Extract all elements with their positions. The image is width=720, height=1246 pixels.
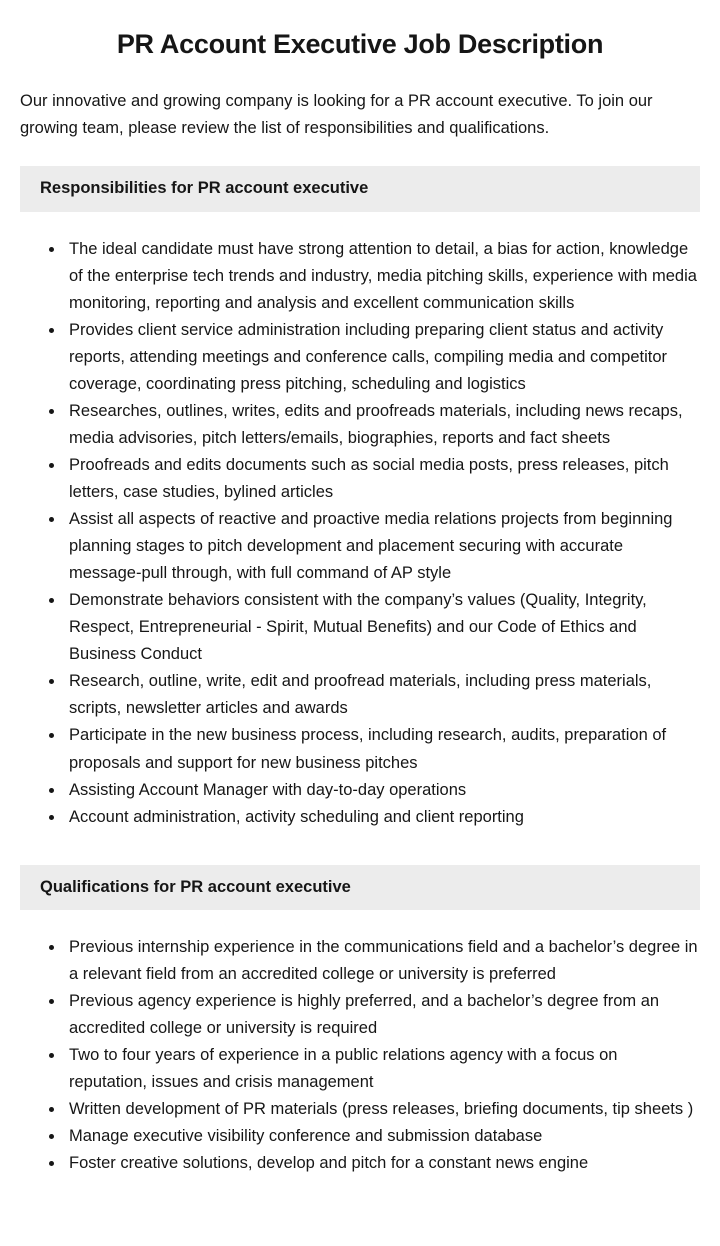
section-heading-responsibilities: Responsibilities for PR account executive <box>20 166 700 211</box>
list-item: • Demonstrate behaviors consistent with the company’s values (Quality, Integrity, Respect, Entrepreneurial - Spirit, Mutual Benefits) and our Code of Ethics and Business Conduct <box>65 587 700 668</box>
list-item: • The ideal candidate must have strong attention to detail, a bias for action, knowledge of the enterprise tech trends and industry, media pitching skills, experience with media monitoring, reporting and analysis and excellent communication skills <box>65 236 700 317</box>
list-item: • Proofreads and edits documents such as social media posts, press releases, pitch letters, case studies, bylined articles <box>65 452 700 506</box>
list-item: • Written development of PR materials (press releases, briefing documents, tip sheets ) <box>65 1096 700 1123</box>
list-item: • Researches, outlines, writes, edits and proofreads materials, including news recaps, media advisories, pitch letters/emails, biographies, reports and fact sheets <box>65 398 700 452</box>
list-item: • Assist all aspects of reactive and proactive media relations projects from beginning planning stages to pitch development and placement securing with accurate message-pull through, with full command of AP style <box>65 506 700 587</box>
list-item: • Manage executive visibility conference and submission database <box>65 1123 700 1150</box>
list-item: • Account administration, activity scheduling and client reporting <box>65 804 700 831</box>
responsibilities-list <box>20 236 700 831</box>
list-item: • Previous internship experience in the communications field and a bachelor’s degree in a relevant field from an accredited college or university is preferred <box>65 934 700 988</box>
section-heading-qualifications: Qualifications for PR account executive <box>20 865 700 910</box>
list-item: • Two to four years of experience in a public relations agency with a focus on reputation, issues and crisis management <box>65 1042 700 1096</box>
list-item: • Assisting Account Manager with day-to-day operations <box>65 777 700 804</box>
list-item: • Participate in the new business process, including research, audits, preparation of proposals and support for new business pitches <box>65 722 700 776</box>
list-item: • Previous agency experience is highly preferred, and a bachelor’s degree from an accredited college or university is required <box>65 988 700 1042</box>
qualifications-list <box>20 934 700 1177</box>
section-responsibilities <box>20 166 700 830</box>
list-item: • Foster creative solutions, develop and pitch for a constant news engine <box>65 1150 700 1177</box>
section-qualifications <box>20 865 700 1178</box>
page-title: PR Account Executive Job Description <box>116 29 604 59</box>
intro-paragraph: Our innovative and growing company is looking for a PR account executive. To join our growing team, please review the list of responsibilities and qualifications. <box>20 91 653 137</box>
list-item: • Research, outline, write, edit and proofread materials, including press materials, scripts, newsletter articles and awards <box>65 668 700 722</box>
list-item: • Provides client service administration including preparing client status and activity reports, attending meetings and conference calls, compiling media and competitor coverage, coordinating press pitching, scheduling and logistics <box>65 317 700 398</box>
